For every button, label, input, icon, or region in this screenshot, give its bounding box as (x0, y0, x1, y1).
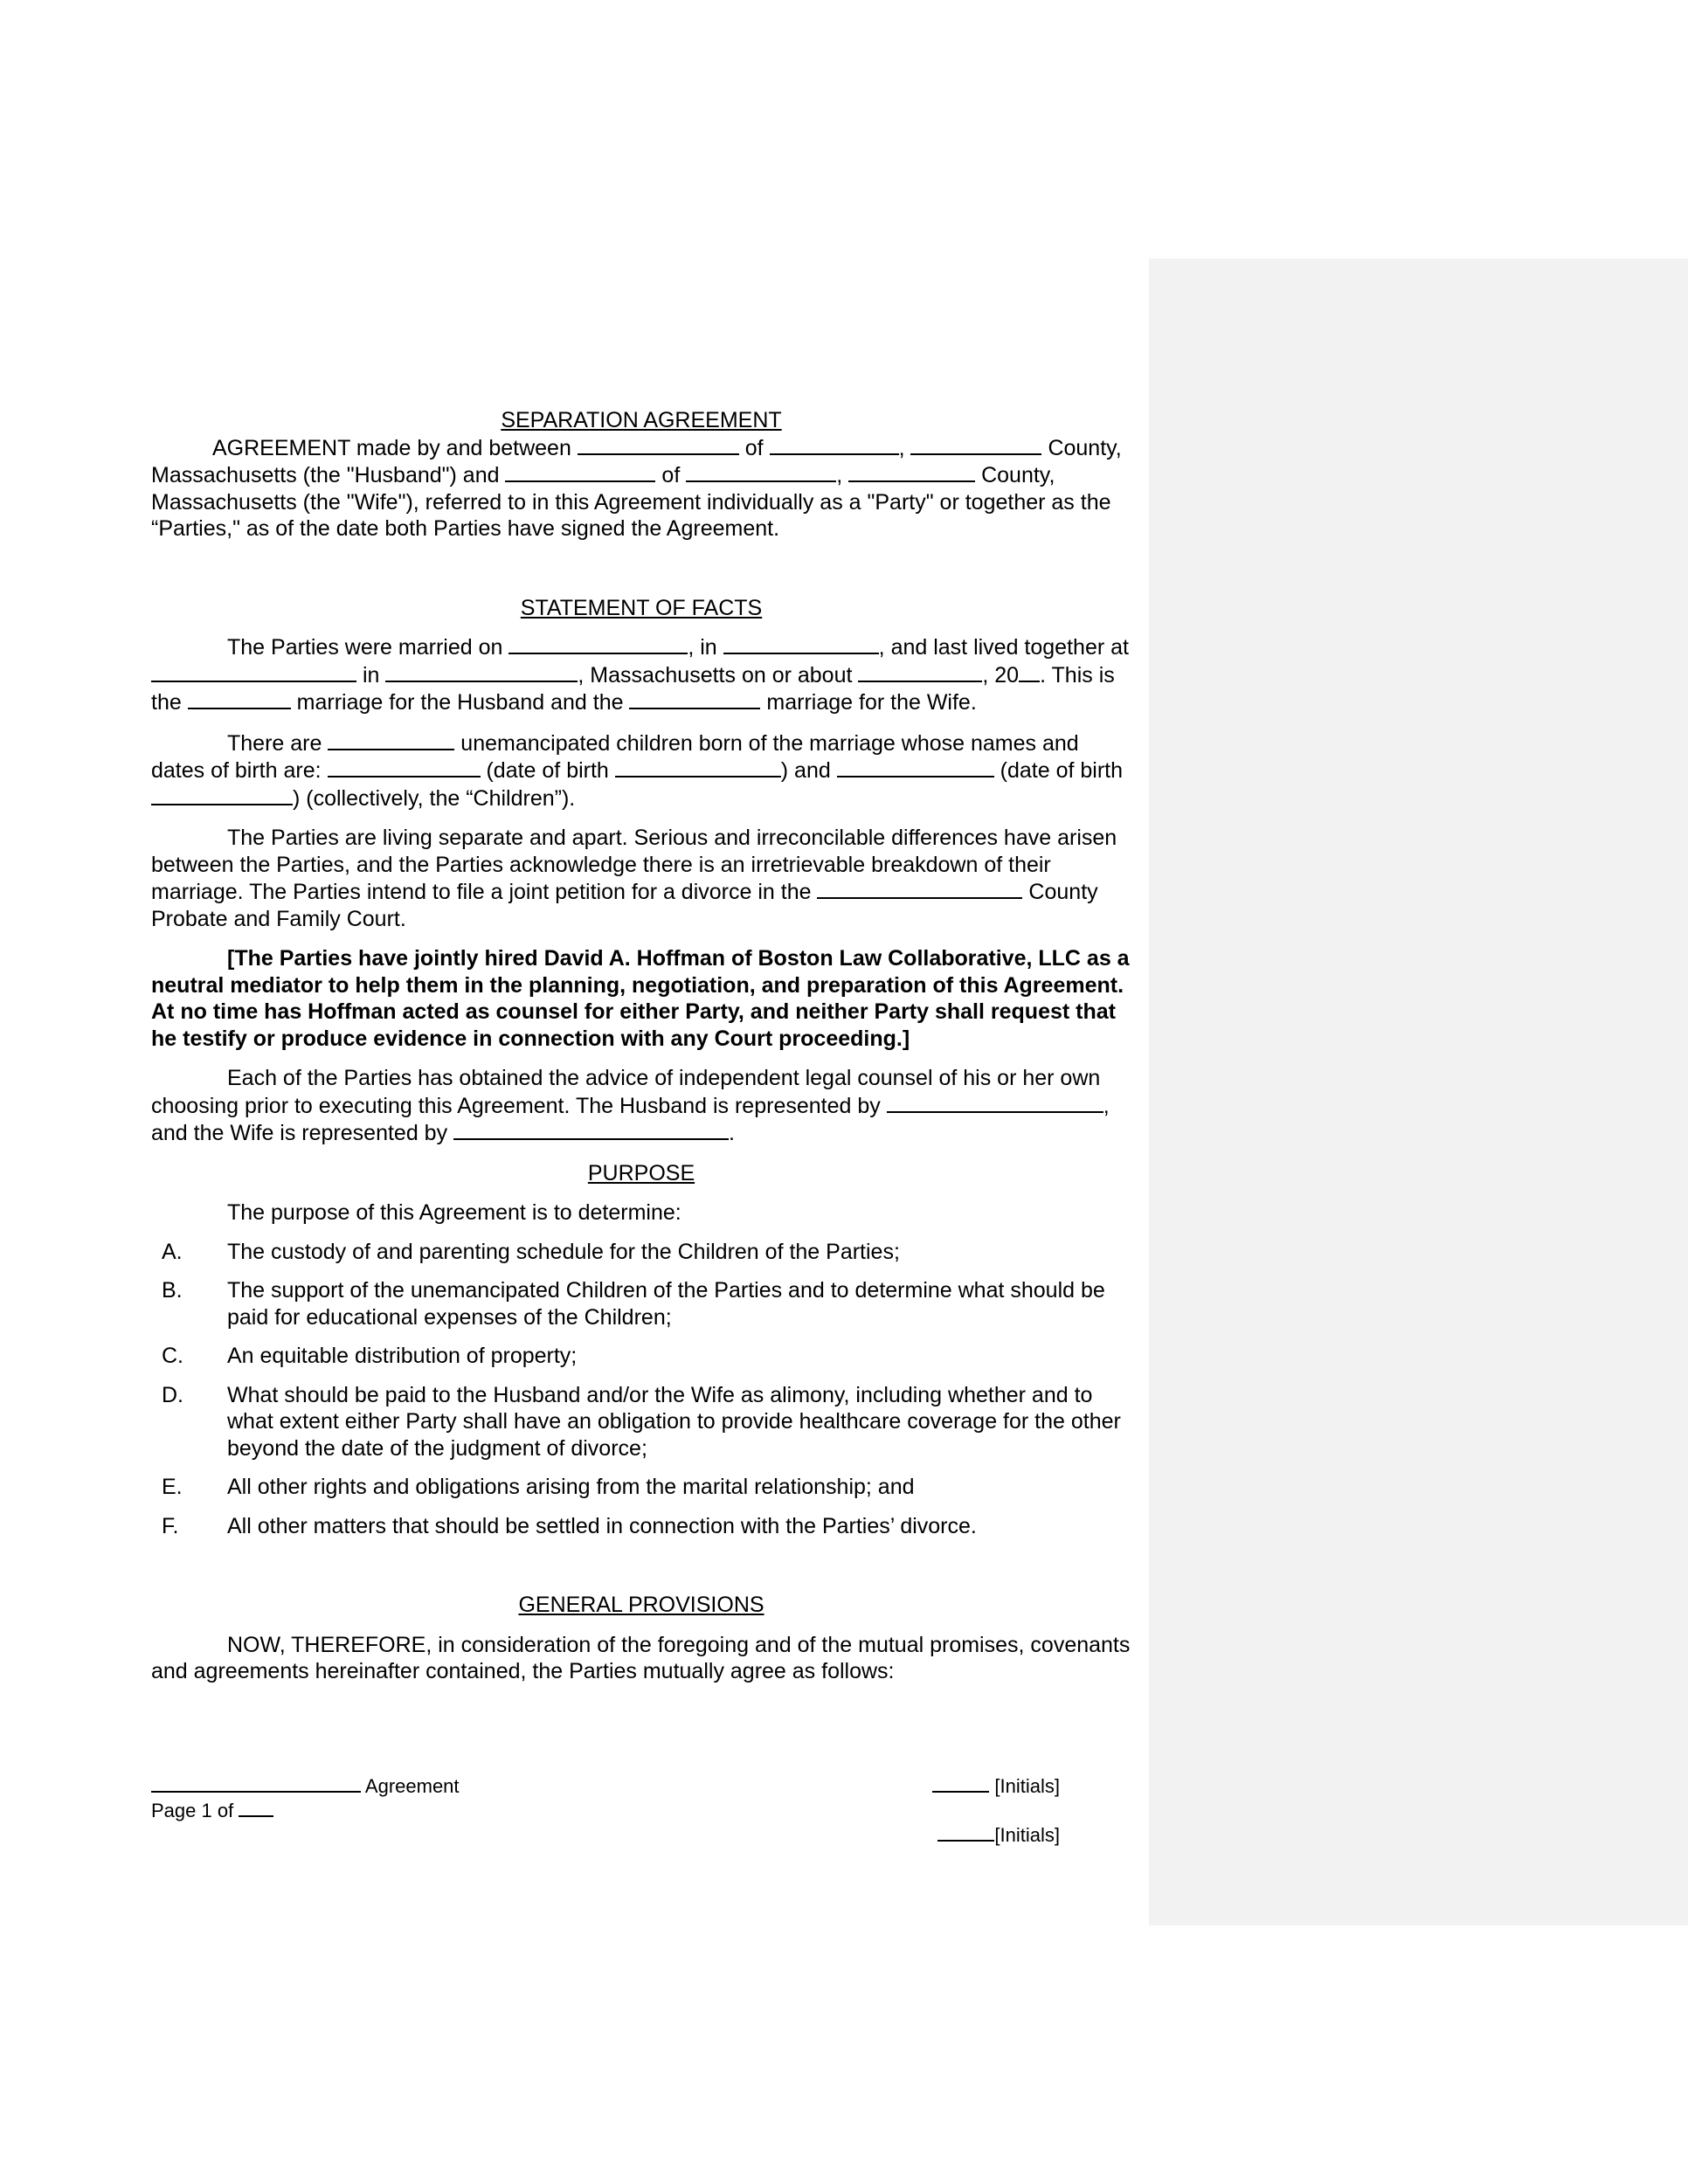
general-provisions-text: NOW, THEREFORE, in consideration of the foregoing and of the mutual promises, covenants and agreements hereinafter contained, the Parties mutually agree as follows: (151, 1632, 1131, 1683)
purpose-item-text: What should be paid to the Husband and/or the Wife as alimony, including whether and to what extent either Party shall have an obligation to provide healthcare coverage for the other beyond the date of the judgment of divorce; (227, 1382, 1121, 1461)
document-body (151, 407, 1131, 1685)
footer-initials-1: [Initials] (932, 1773, 1060, 1799)
purpose-item-text: All other rights and obligations arising from the marital relationship; and (227, 1475, 915, 1499)
purpose-item-text: The support of the unemancipated Children of the Parties and to determine what should be paid for educational expenses of the Children; (227, 1278, 1105, 1330)
blank-child2-dob[interactable] (151, 784, 293, 805)
blank-probate-county[interactable] (817, 878, 1022, 899)
purpose-item (151, 1277, 1131, 1330)
blank-wife-county[interactable] (848, 461, 975, 482)
general-provisions-heading: GENERAL PROVISIONS (518, 1593, 764, 1617)
footer-row-initials (151, 1822, 1060, 1847)
purpose-item-letter: F. (162, 1513, 179, 1538)
purpose-item (151, 1382, 1131, 1462)
blank-last-lived-address[interactable] (151, 661, 356, 682)
footer-agreement-label: Agreement (364, 1775, 460, 1797)
purpose-item-text: An equitable distribution of property; (227, 1344, 578, 1368)
statement-of-facts-heading: STATEMENT OF FACTS (520, 595, 763, 620)
blank-last-lived-town[interactable] (385, 661, 578, 682)
intro-paragraph: AGREEMENT made by and between of , County, Massachusetts (the "Husband") and of , County, Massachusetts (the "Wife"), referred to in this Agreement individually as a "Party" or together as the “Parties," as of the date both Parties have signed the Agreement. (151, 435, 1122, 541)
purpose-item-letter: A. (162, 1239, 183, 1264)
blank-year[interactable] (1019, 661, 1040, 682)
purpose-item-letter: E. (162, 1475, 183, 1499)
purpose-item-text: The custody of and parenting schedule for the Children of the Parties; (227, 1239, 900, 1264)
footer-row-page (151, 1798, 1060, 1822)
separation-paragraph: The Parties are living separate and apart. Serious and irreconcilable differences have arisen between the Parties, and the Parties acknowledge there is an irretrievable breakdown of their marriage. The Parties intend to file a joint petition for a divorce in the County Probate and Family Court. (151, 826, 1117, 931)
blank-wife-counsel[interactable] (453, 1119, 729, 1140)
purpose-item-letter: D. (162, 1382, 183, 1407)
blank-last-lived-date[interactable] (858, 661, 982, 682)
children-paragraph: There are unemancipated children born of the marriage whose names and dates of birth are: (date of birth ) and (date of birth ) (collectively, the “Children”). (151, 730, 1124, 811)
blank-wife-name[interactable] (505, 461, 655, 482)
blank-agreement-name[interactable] (151, 1773, 361, 1793)
document-title: SEPARATION AGREEMENT (501, 408, 782, 432)
blank-child1-name[interactable] (328, 757, 481, 778)
blank-husband-counsel[interactable] (887, 1092, 1103, 1113)
purpose-item (151, 1343, 1131, 1370)
blank-initials-2[interactable] (937, 1822, 994, 1842)
blank-initials-1[interactable] (932, 1773, 989, 1793)
purpose-item (151, 1513, 1131, 1540)
purpose-item-letter: C. (162, 1344, 183, 1368)
blank-husband-city[interactable] (770, 434, 899, 455)
footer-page-label: Page 1 of (151, 1800, 234, 1821)
blank-husband-county[interactable] (910, 434, 1041, 455)
mediator-paragraph: [The Parties have jointly hired David A. Hoffman of Boston Law Collaborative, LLC as a neutral mediator to help them in the planning, negotiation, and preparation of this Agreement. At no time has Hoffman acted as counsel for either Party, and neither Party shall request that he testify or produce evidence in connection with any Court proceeding.] (151, 946, 1130, 1051)
purpose-item-letter: B. (162, 1278, 183, 1303)
purpose-heading: PURPOSE (587, 1160, 695, 1185)
comment-pane (1149, 259, 1688, 1925)
purpose-item-text: All other matters that should be settled in connection with the Parties’ divorce. (227, 1513, 977, 1538)
purpose-intro: The purpose of this Agreement is to determine: (227, 1200, 681, 1225)
footer-row-agreement (151, 1773, 1060, 1798)
blank-child2-name[interactable] (837, 757, 994, 778)
blank-wife-city[interactable] (686, 461, 836, 482)
purpose-item (151, 1474, 1131, 1501)
blank-page-total[interactable] (239, 1798, 273, 1817)
blank-marriage-date[interactable] (508, 633, 688, 654)
blank-marriage-place[interactable] (723, 633, 879, 654)
purpose-item (151, 1239, 1131, 1266)
blank-husband-name[interactable] (578, 434, 739, 455)
footer-initials-2: [Initials] (937, 1822, 1060, 1848)
page-footer (151, 1773, 1060, 1847)
blank-child1-dob[interactable] (615, 757, 781, 778)
blank-children-count[interactable] (328, 729, 454, 750)
blank-husband-marriage-number[interactable] (188, 688, 291, 709)
blank-wife-marriage-number[interactable] (629, 688, 760, 709)
counsel-paragraph: Each of the Parties has obtained the advice of independent legal counsel of his or her own choosing prior to executing this Agreement. The Husband is represented by , and the Wife is represented by . (151, 1066, 1110, 1145)
marriage-paragraph: The Parties were married on , in , and last lived together at in , Massachusetts on or about , 20 . This is the marriage for the Husband and the marriage for the Wife. (151, 635, 1129, 715)
